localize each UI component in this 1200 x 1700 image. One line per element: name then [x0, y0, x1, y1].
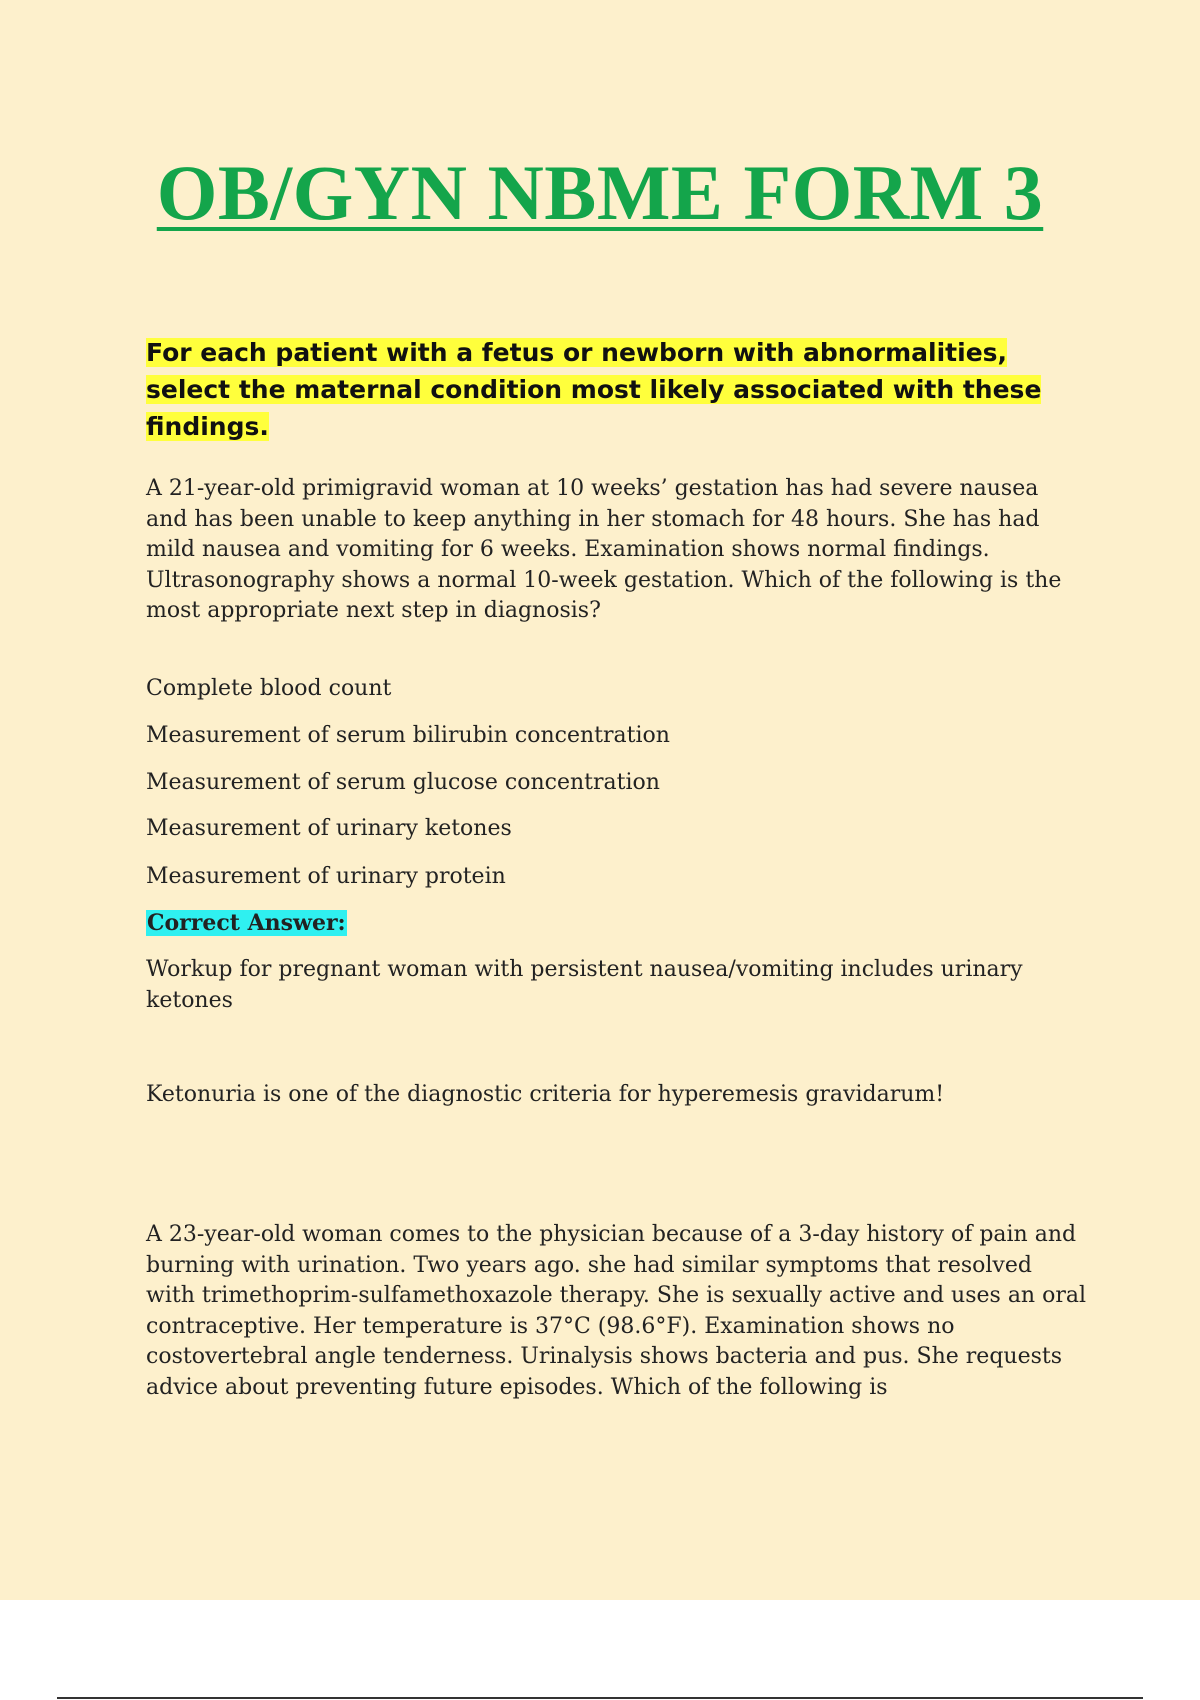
page-title-text: OB/GYN NBME FORM 3: [156, 149, 1044, 236]
question-1-option-d: Measurement of urinary ketones: [146, 816, 512, 841]
question-1-explanation: Workup for pregnant woman with persistent nausea/vomiting includes urinary ketones: [146, 957, 1023, 1013]
correct-answer-label: [146, 908, 347, 938]
page-title: [0, 148, 1200, 238]
footer-divider: [57, 1697, 1143, 1699]
instruction-heading: [146, 334, 1076, 445]
instruction-text: For each patient with a fetus or newborn with abnormalities, select the maternal condition most likely associated with these findings.: [146, 338, 1042, 441]
question-1-stem: A 21-year-old primigravid woman at 10 weeks’ gestation has had severe nausea and has been unable to keep anything in her stomach for 48 hours. She has had mild nausea and vomiting for 6 weeks. Examination shows normal findings. Ultrasonography shows a normal 10-week gestation. Which of the following is the most appropriate next step in diagnosis?: [146, 476, 1062, 623]
question-1-option-c: Measurement of serum glucose concentration: [146, 770, 660, 795]
question-1-option-e: Measurement of urinary protein: [146, 864, 506, 889]
question-2-stem: A 23-year-old woman comes to the physician because of a 3-day history of pain and burning with urination. Two years ago. she had similar symptoms that resolved with trimethoprim-sulfamethoxazole therapy. She is sexually active and uses an oral contraceptive. Her temperature is 37°C (98.6°F). Examination shows no costovertebral angle tenderness. Urinalysis shows bacteria and pus. She requests advice about preventing future episodes. Which of the following is: [146, 1222, 1087, 1400]
question-1-note: Ketonuria is one of the diagnostic criteria for hyperemesis gravidarum!: [146, 1082, 945, 1107]
question-1-option-a: Complete blood count: [146, 676, 392, 701]
question-1-option-b: Measurement of serum bilirubin concentration: [146, 723, 670, 748]
correct-answer-label-text: Correct Answer:: [147, 910, 346, 936]
